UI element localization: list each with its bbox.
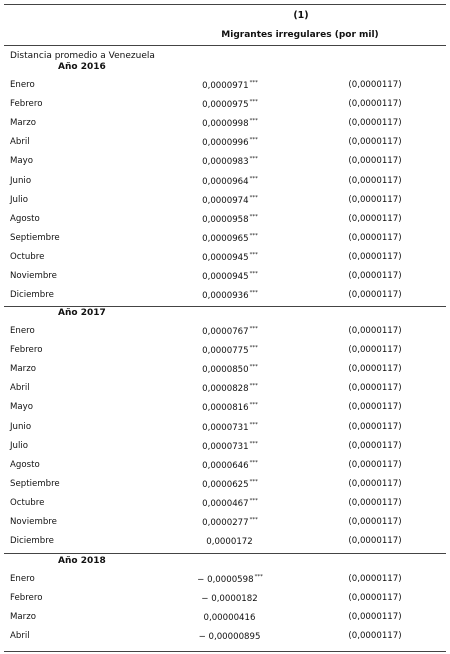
coefficient-cell [160, 460, 300, 471]
coefficient-cell [160, 536, 300, 547]
standard-error: (0,0000117) [348, 497, 402, 508]
standard-error: (0,0000117) [348, 402, 402, 413]
month-label: Abril [10, 631, 30, 642]
significance-stars: *** [249, 118, 258, 125]
table-row [0, 477, 450, 496]
table-row [0, 250, 450, 269]
table-row [0, 515, 450, 534]
table-row [0, 439, 450, 458]
coefficient-value: − 0,00000895 [198, 632, 261, 643]
standard-error: (0,0000117) [348, 440, 402, 451]
significance-stars: *** [249, 402, 258, 409]
coefficient-value: 0,0000850 [202, 365, 249, 376]
standard-error: (0,0000117) [348, 517, 402, 527]
month-label: Abril [10, 383, 30, 394]
table-row [0, 591, 450, 610]
table-row [0, 420, 450, 439]
coefficient-cell [160, 137, 300, 148]
coefficient-value: 0,0000767 [202, 327, 249, 337]
coefficient-value: 0,0000996 [202, 138, 249, 149]
standard-error: (0,0000117) [348, 118, 402, 129]
significance-stars: *** [249, 175, 258, 182]
coefficient-cell [160, 233, 300, 244]
month-label: Septiembre [10, 232, 60, 243]
coefficient-cell [160, 517, 300, 528]
month-label: Noviembre [10, 517, 57, 527]
coefficient-value: 0,0000975 [202, 100, 249, 111]
coefficient-value: 0,0000467 [202, 498, 249, 509]
significance-stars: *** [249, 383, 258, 390]
significance-stars: *** [249, 137, 258, 144]
table-row [0, 269, 450, 288]
table-row [0, 629, 450, 648]
standard-error: (0,0000117) [348, 574, 402, 584]
table-row [0, 381, 450, 400]
month-label: Diciembre [10, 536, 54, 547]
table-row [0, 174, 450, 193]
significance-stars: *** [249, 99, 258, 106]
coefficient-cell [160, 612, 300, 623]
table-row [0, 324, 450, 343]
year-heading: Año 2018 [58, 556, 106, 566]
coefficient-value: 0,0000983 [202, 157, 249, 168]
significance-stars: *** [249, 459, 258, 466]
coefficient-value: 0,0000172 [206, 537, 253, 548]
significance-stars: *** [249, 517, 258, 523]
standard-error: (0,0000117) [348, 99, 402, 110]
table-row [0, 572, 450, 591]
standard-error: (0,0000117) [348, 251, 402, 262]
month-label: Abril [10, 137, 30, 148]
table-row [0, 288, 450, 307]
coefficient-cell [160, 118, 300, 129]
coefficient-cell [160, 402, 300, 413]
coefficient-cell [160, 479, 300, 490]
coefficient-cell [160, 364, 300, 375]
section-rule [4, 651, 446, 652]
coefficient-value: 0,0000945 [202, 272, 249, 282]
table-row [0, 496, 450, 515]
table-row [0, 78, 450, 97]
column-label: Migrantes irregulares (por mil) [221, 30, 379, 40]
month-label: Septiembre [10, 478, 60, 489]
month-label: Enero [10, 574, 35, 584]
coefficient-value: 0,0000971 [202, 81, 249, 91]
standard-error: (0,0000117) [348, 326, 402, 336]
significance-stars: *** [249, 478, 258, 485]
month-label: Marzo [10, 118, 36, 129]
coefficient-cell [160, 156, 300, 167]
coefficient-cell [160, 593, 300, 604]
month-label: Julio [10, 194, 29, 205]
coefficient-cell [160, 195, 300, 206]
coefficient-cell [160, 176, 300, 187]
standard-error: (0,0000117) [348, 271, 402, 281]
standard-error: (0,0000117) [348, 80, 402, 90]
month-label: Febrero [10, 593, 43, 604]
year-heading: Año 2017 [58, 308, 106, 318]
month-label: Febrero [10, 99, 43, 110]
month-label: Mayo [10, 156, 34, 167]
coefficient-cell [160, 80, 300, 91]
significance-stars: *** [249, 440, 258, 447]
table-row [0, 534, 450, 553]
table-row [0, 231, 450, 250]
coefficient-cell [160, 326, 300, 337]
coefficient-cell [160, 631, 300, 642]
standard-error: (0,0000117) [348, 459, 402, 470]
coefficient-value: 0,0000646 [202, 460, 249, 471]
coefficient-cell [160, 290, 300, 301]
table-row [0, 154, 450, 173]
table-row [0, 400, 450, 419]
coefficient-value: − 0,0000182 [201, 594, 258, 605]
significance-stars: *** [249, 345, 258, 352]
significance-stars: *** [249, 271, 258, 277]
significance-stars: *** [249, 497, 258, 504]
top-rule [4, 4, 446, 5]
coefficient-value: 0,0000958 [202, 214, 249, 225]
coefficient-cell [160, 422, 300, 433]
month-label: Julio [10, 440, 29, 451]
coefficient-value: 0,0000277 [202, 518, 249, 528]
standard-error: (0,0000117) [348, 421, 402, 432]
month-label: Marzo [10, 364, 36, 375]
significance-stars: *** [249, 251, 258, 258]
coefficient-value: 0,00000416 [203, 613, 256, 624]
month-label: Diciembre [10, 290, 54, 301]
table-row [0, 343, 450, 362]
standard-error: (0,0000117) [348, 194, 402, 205]
coefficient-cell [160, 345, 300, 356]
significance-stars: *** [249, 232, 258, 239]
month-label: Enero [10, 80, 35, 90]
coefficient-cell [160, 441, 300, 452]
standard-error: (0,0000117) [348, 290, 402, 301]
section-title: Distancia promedio a Venezuela [10, 51, 155, 61]
table-row [0, 116, 450, 135]
significance-stars: *** [249, 290, 258, 297]
coefficient-value: 0,0000828 [202, 384, 249, 395]
standard-error: (0,0000117) [348, 232, 402, 243]
significance-stars: *** [249, 156, 258, 163]
coefficient-value: − 0,0000598 [197, 575, 254, 585]
column-number: (1) [293, 10, 309, 21]
section-rule [4, 306, 446, 307]
coefficient-value: 0,0000945 [202, 252, 249, 263]
month-label: Enero [10, 326, 35, 336]
coefficient-cell [160, 99, 300, 110]
section-rule [4, 553, 446, 554]
month-label: Junio [10, 175, 32, 186]
coefficient-cell [160, 252, 300, 263]
coefficient-value: 0,0000775 [202, 346, 249, 357]
month-label: Mayo [10, 402, 34, 413]
table-row [0, 212, 450, 231]
header-rule [4, 45, 446, 46]
significance-stars: *** [249, 194, 258, 201]
significance-stars: *** [249, 421, 258, 428]
coefficient-value: 0,0000974 [202, 195, 249, 206]
coefficient-cell [160, 498, 300, 509]
month-label: Agosto [10, 213, 40, 224]
significance-stars: *** [249, 326, 258, 332]
month-label: Noviembre [10, 271, 57, 281]
standard-error: (0,0000117) [348, 478, 402, 489]
table-row [0, 362, 450, 381]
significance-stars: *** [249, 213, 258, 220]
standard-error: (0,0000117) [348, 345, 402, 356]
standard-error: (0,0000117) [348, 213, 402, 224]
standard-error: (0,0000117) [348, 137, 402, 148]
coefficient-cell [160, 574, 300, 585]
table-row [0, 193, 450, 212]
standard-error: (0,0000117) [348, 156, 402, 167]
standard-error: (0,0000117) [348, 175, 402, 186]
table-row [0, 610, 450, 629]
standard-error: (0,0000117) [348, 383, 402, 394]
table-row [0, 97, 450, 116]
coefficient-value: 0,0000731 [202, 422, 249, 433]
standard-error: (0,0000117) [348, 536, 402, 547]
coefficient-value: 0,0000965 [202, 233, 249, 244]
month-label: Febrero [10, 345, 43, 356]
coefficient-cell [160, 271, 300, 282]
coefficient-value: 0,0000998 [202, 119, 249, 130]
month-label: Octubre [10, 251, 45, 262]
coefficient-value: 0,0000625 [202, 479, 249, 490]
month-label: Junio [10, 421, 32, 432]
standard-error: (0,0000117) [348, 631, 402, 642]
month-label: Marzo [10, 612, 36, 623]
year-heading: Año 2016 [58, 62, 106, 72]
table-row [0, 458, 450, 477]
significance-stars: *** [249, 80, 258, 86]
table-row [0, 135, 450, 154]
standard-error: (0,0000117) [348, 364, 402, 375]
month-label: Agosto [10, 459, 40, 470]
month-label: Octubre [10, 497, 45, 508]
standard-error: (0,0000117) [348, 612, 402, 623]
coefficient-value: 0,0000816 [202, 403, 249, 414]
significance-stars: *** [254, 574, 263, 580]
coefficient-value: 0,0000964 [202, 176, 249, 187]
significance-stars: *** [249, 364, 258, 371]
coefficient-value: 0,0000731 [202, 441, 249, 452]
coefficient-cell [160, 214, 300, 225]
coefficient-value: 0,0000936 [202, 291, 249, 302]
coefficient-cell [160, 383, 300, 394]
standard-error: (0,0000117) [348, 593, 402, 604]
